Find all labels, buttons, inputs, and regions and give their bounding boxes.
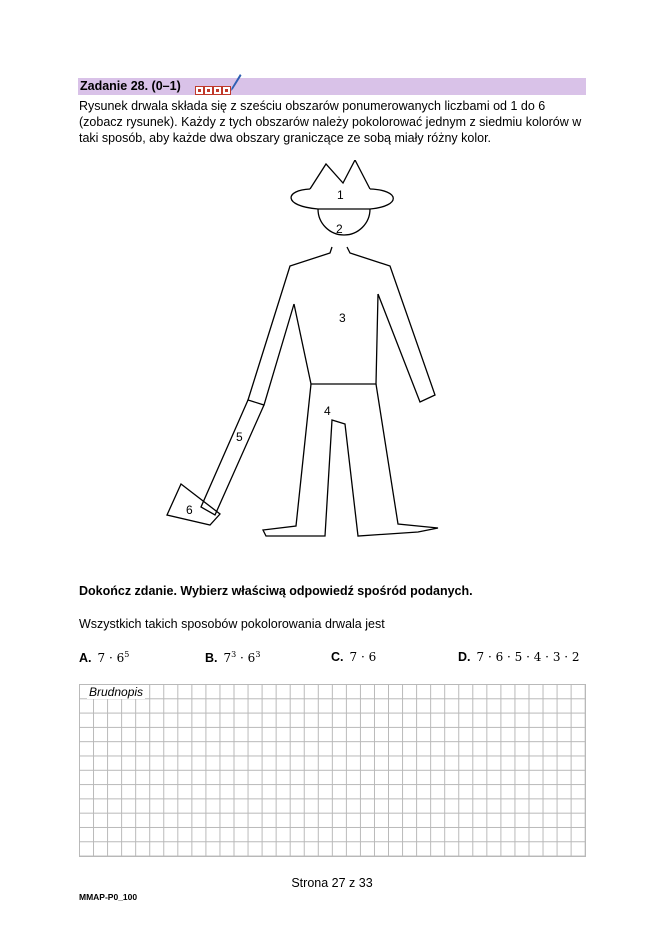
document-code: MMAP-P0_100 (79, 892, 138, 902)
region-label-4: 4 (324, 404, 331, 418)
answer-letter: B. (205, 651, 218, 665)
region-label-5: 5 (236, 430, 243, 444)
task-title: Zadanie 28. (0–1) (80, 79, 181, 93)
answer-option-a[interactable] (79, 650, 129, 665)
skill-badges (195, 82, 231, 92)
region-label-1: 1 (337, 188, 344, 202)
region-label-6: 6 (186, 503, 193, 517)
answer-exponent: 5 (124, 650, 130, 659)
answer-option-d[interactable] (458, 650, 580, 664)
region-label-3: 3 (339, 311, 346, 325)
torso (248, 247, 332, 405)
axe-handle (201, 400, 264, 515)
legs (263, 384, 438, 536)
answer-expression: 7 · 6 (97, 651, 125, 665)
answer-expression: 7 · 6 · 5 · 4 · 3 · 2 (476, 650, 580, 664)
scratch-grid (79, 684, 586, 857)
answer-exponent: 3 (255, 650, 261, 659)
axe-head (167, 484, 220, 525)
task-header (78, 78, 586, 95)
region-label-2: 2 (336, 222, 343, 236)
scratch-label: Brudnopis (89, 685, 144, 699)
answer-expression: · 6 (236, 651, 256, 665)
question-stem: Wszystkich takich sposobów pokolorowania drwala jest (79, 617, 385, 631)
lumberjack-figure (160, 160, 450, 560)
answer-option-b[interactable] (205, 650, 260, 665)
answer-option-c[interactable] (331, 650, 376, 664)
answer-exponent: 3 (231, 650, 237, 659)
waist (294, 294, 378, 384)
pen-icon (230, 73, 242, 93)
answer-letter: C. (331, 650, 344, 664)
badge-icon (204, 86, 213, 95)
answer-letter: D. (458, 650, 471, 664)
answer-expression: 7 · 6 (349, 650, 377, 664)
badge-icon (195, 86, 204, 95)
badge-icon (213, 86, 222, 95)
hat-crown (310, 160, 370, 189)
task-instruction: Dokończ zdanie. Wybierz właściwą odpowiedź spośród podanych. (79, 584, 473, 598)
page-number: Strona 27 z 33 (291, 876, 373, 890)
head (318, 209, 370, 235)
answer-expression: 7 (223, 651, 232, 665)
answer-letter: A. (79, 651, 92, 665)
task-intro: Rysunek drwala składa się z sześciu obszarów ponumerowanych liczbami od 1 do 6 (zobacz rysunek). Każdy z tych obszarów należy pokolorować jednym z siedmiu kolorów w taki sposób, aby każde dwa obszary graniczące ze sobą miały różny kolor. (79, 99, 582, 145)
